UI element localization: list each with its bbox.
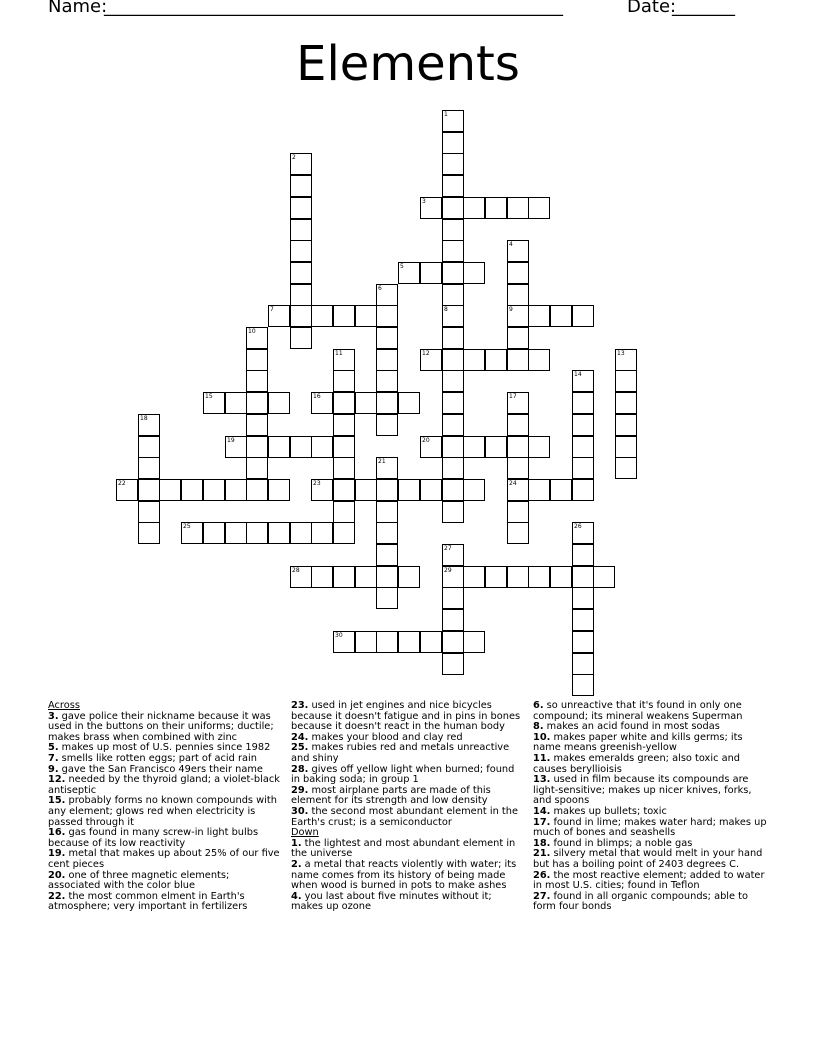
clue-number: 30 <box>335 632 343 639</box>
grid-cell[interactable] <box>485 436 507 458</box>
clue-number: 30. <box>291 805 309 817</box>
grid-cell[interactable] <box>572 653 594 675</box>
grid-cell[interactable] <box>376 457 398 479</box>
grid-cell[interactable] <box>442 175 464 197</box>
grid-cell[interactable] <box>355 631 377 653</box>
grid-cell[interactable] <box>138 501 160 523</box>
grid-cell[interactable] <box>572 609 594 631</box>
grid-cell[interactable] <box>507 349 529 371</box>
grid-cell[interactable] <box>376 501 398 523</box>
clue-number: 2 <box>292 154 296 161</box>
clue-number: 16 <box>313 393 321 400</box>
grid-cell[interactable] <box>442 370 464 392</box>
clue-number: 1. <box>291 837 302 849</box>
grid-cell[interactable] <box>203 392 225 414</box>
grid-cell[interactable] <box>376 522 398 544</box>
clue-item <box>291 807 523 828</box>
clue-item <box>533 849 769 870</box>
clue-number: 24. <box>291 731 309 743</box>
clue-item <box>533 701 769 722</box>
clue-number: 9 <box>509 306 513 313</box>
clue-number: 7. <box>48 752 59 764</box>
clue-item <box>291 839 523 860</box>
clue-number: 5 <box>400 263 404 270</box>
grid-cell[interactable] <box>333 457 355 479</box>
grid-cell[interactable] <box>442 110 464 132</box>
clue-text: the second most abundant element in the Earth's crust; is a semiconductor <box>291 805 518 828</box>
grid-cell[interactable] <box>615 392 637 414</box>
clue-number: 18. <box>533 837 551 849</box>
clue-item <box>291 892 523 913</box>
name-field[interactable]: ___________________________________________________ <box>104 0 563 17</box>
grid-cell[interactable] <box>550 566 572 588</box>
clue-number: 14 <box>574 371 582 378</box>
grid-cell[interactable] <box>528 479 550 501</box>
grid-cell[interactable] <box>333 436 355 458</box>
grid-cell[interactable] <box>311 566 333 588</box>
grid-cell[interactable] <box>507 566 529 588</box>
grid-cell[interactable] <box>442 349 464 371</box>
grid-cell[interactable] <box>442 284 464 306</box>
grid-cell[interactable] <box>615 349 637 371</box>
grid-cell[interactable] <box>463 262 485 284</box>
grid-cell[interactable] <box>572 370 594 392</box>
grid-cell[interactable] <box>376 327 398 349</box>
grid-cell[interactable] <box>442 327 464 349</box>
grid-cell[interactable] <box>290 436 312 458</box>
grid-cell[interactable] <box>246 522 268 544</box>
grid-cell[interactable] <box>615 414 637 436</box>
grid-cell[interactable] <box>355 566 377 588</box>
clue-number: 9. <box>48 763 59 775</box>
grid-cell[interactable] <box>463 631 485 653</box>
clue-item <box>291 701 523 733</box>
grid-cell[interactable] <box>528 197 550 219</box>
grid-cell[interactable] <box>376 631 398 653</box>
clue-number: 29. <box>291 784 309 796</box>
grid-cell[interactable] <box>528 305 550 327</box>
grid-cell[interactable] <box>572 631 594 653</box>
grid-cell[interactable] <box>507 479 529 501</box>
grid-cell[interactable] <box>268 305 290 327</box>
clue-item <box>48 871 280 892</box>
clue-number: 25. <box>291 742 309 754</box>
grid-cell[interactable] <box>376 392 398 414</box>
clue-number: 26. <box>533 869 551 881</box>
grid-cell[interactable] <box>246 392 268 414</box>
grid-cell[interactable] <box>290 305 312 327</box>
grid-cell[interactable] <box>420 349 442 371</box>
clue-number: 15 <box>205 393 213 400</box>
clue-number: 29 <box>444 567 452 574</box>
grid-cell[interactable] <box>290 153 312 175</box>
grid-cell[interactable] <box>442 587 464 609</box>
clue-number: 26 <box>574 523 582 530</box>
clue-item <box>291 743 523 764</box>
clue-item <box>533 892 769 913</box>
clue-number: 27. <box>533 890 551 902</box>
grid-cell[interactable] <box>268 522 290 544</box>
clue-number: 4 <box>509 241 513 248</box>
grid-cell[interactable] <box>376 566 398 588</box>
clue-number: 11 <box>335 350 343 357</box>
date-label: Date: <box>627 0 677 17</box>
grid-cell[interactable] <box>442 132 464 154</box>
grid-cell[interactable] <box>333 349 355 371</box>
clue-section-heading: Down <box>291 827 319 839</box>
grid-cell[interactable] <box>507 262 529 284</box>
grid-cell[interactable] <box>333 522 355 544</box>
grid-cell[interactable] <box>376 414 398 436</box>
grid-cell[interactable] <box>268 392 290 414</box>
grid-cell[interactable] <box>572 522 594 544</box>
grid-cell[interactable] <box>572 544 594 566</box>
grid-cell[interactable] <box>507 436 529 458</box>
grid-cell[interactable] <box>507 414 529 436</box>
clue-number: 2. <box>291 858 302 870</box>
clue-text: makes an acid found in most sodas <box>543 721 720 733</box>
grid-cell[interactable] <box>355 392 377 414</box>
grid-cell[interactable] <box>246 414 268 436</box>
grid-cell[interactable] <box>246 479 268 501</box>
clue-number: 3 <box>422 198 426 205</box>
clue-number: 13. <box>533 774 551 786</box>
clue-text: you last about five minutes without it; makes up ozone <box>291 890 492 913</box>
clue-number: 21 <box>378 458 386 465</box>
grid-cell[interactable] <box>507 284 529 306</box>
clue-text: silvery metal that would melt in your hand but has a boiling point of 2403 degrees C. <box>533 848 763 870</box>
clue-text: so unreactive that it's found in only one compound; its mineral weakens Superman <box>533 700 743 722</box>
clue-number: 14. <box>533 805 551 817</box>
grid-cell[interactable] <box>398 566 420 588</box>
clue-item <box>48 775 280 796</box>
grid-cell[interactable] <box>138 522 160 544</box>
grid-cell[interactable] <box>572 392 594 414</box>
grid-cell[interactable] <box>333 370 355 392</box>
grid-cell[interactable] <box>376 284 398 306</box>
date-field[interactable]: _______ <box>672 0 735 17</box>
grid-cell[interactable] <box>225 522 247 544</box>
grid-cell[interactable] <box>333 501 355 523</box>
grid-cell[interactable] <box>485 349 507 371</box>
grid-cell[interactable] <box>290 175 312 197</box>
clue-text: makes up bullets; toxic <box>550 805 667 817</box>
grid-cell[interactable] <box>376 305 398 327</box>
grid-cell[interactable] <box>138 457 160 479</box>
grid-cell[interactable] <box>485 197 507 219</box>
clue-number: 5. <box>48 742 59 754</box>
clue-text: makes emeralds green; also toxic and causes beryllioisis <box>533 752 741 775</box>
clue-text: needed by the thyroid gland; a violet-black antiseptic <box>48 774 280 796</box>
grid-cell[interactable] <box>159 479 181 501</box>
clue-item <box>533 818 769 839</box>
grid-cell[interactable] <box>290 566 312 588</box>
grid-cell[interactable] <box>246 370 268 392</box>
clue-number: 21. <box>533 848 551 860</box>
grid-cell[interactable] <box>442 544 464 566</box>
grid-cell[interactable] <box>550 305 572 327</box>
grid-cell[interactable] <box>528 349 550 371</box>
grid-cell[interactable] <box>420 479 442 501</box>
grid-cell[interactable] <box>572 414 594 436</box>
grid-cell[interactable] <box>138 436 160 458</box>
clue-number: 12 <box>422 350 430 357</box>
grid-cell[interactable] <box>290 219 312 241</box>
clue-text: makes rubies red and metals unreactive and shiny <box>291 742 510 764</box>
clue-number: 8. <box>533 721 544 733</box>
clue-text: used in jet engines and nice bicycles because it doesn't fatigue and in pins in bones because it doesn't react in the human body <box>291 700 521 733</box>
grid-cell[interactable] <box>442 197 464 219</box>
grid-cell[interactable] <box>442 240 464 262</box>
clue-item <box>48 828 280 849</box>
grid-cell[interactable] <box>225 392 247 414</box>
grid-cell[interactable] <box>116 479 138 501</box>
grid-cell[interactable] <box>507 305 529 327</box>
clue-number: 8 <box>444 306 448 313</box>
grid-cell[interactable] <box>442 153 464 175</box>
grid-cell[interactable] <box>420 197 442 219</box>
clue-number: 12. <box>48 774 66 786</box>
grid-cell[interactable] <box>507 522 529 544</box>
grid-cell[interactable] <box>572 587 594 609</box>
clue-number: 15. <box>48 795 66 807</box>
clue-text: makes paper white and kills germs; its name means greenish-yellow <box>533 731 743 754</box>
grid-cell[interactable] <box>507 457 529 479</box>
grid-cell[interactable] <box>463 566 485 588</box>
clue-section-heading: Across <box>48 700 80 711</box>
grid-cell[interactable] <box>290 240 312 262</box>
clue-text: found in lime; makes water hard; makes up much of bones and seashells <box>533 816 767 839</box>
clue-text: the most common elment in Earth's atmosphere; very important in fertilizers <box>48 890 248 913</box>
grid-cell[interactable] <box>442 392 464 414</box>
clue-text: gave the San Francisco 49ers their name <box>58 763 263 775</box>
clue-text: most airplane parts are made of this element for its strength and low density <box>291 784 491 807</box>
grid-cell[interactable] <box>528 566 550 588</box>
clue-number: 10. <box>533 731 551 743</box>
clue-text: one of three magnetic elements; associated with the color blue <box>48 869 230 892</box>
grid-cell[interactable] <box>442 566 464 588</box>
grid-cell[interactable] <box>311 392 333 414</box>
grid-cell[interactable] <box>138 479 160 501</box>
grid-cell[interactable] <box>442 631 464 653</box>
grid-cell[interactable] <box>572 479 594 501</box>
grid-cell[interactable] <box>398 479 420 501</box>
name-label: Name: <box>48 0 108 17</box>
clue-text: a metal that reacts violently with water; its name comes from its history of being made when wood is burned in pots to make ashes <box>291 858 517 892</box>
clue-item <box>291 860 523 892</box>
grid-cell[interactable] <box>593 566 615 588</box>
grid-cell[interactable] <box>290 197 312 219</box>
grid-cell[interactable] <box>463 197 485 219</box>
clue-item <box>48 892 280 913</box>
clue-item <box>533 733 769 754</box>
grid-cell[interactable] <box>203 522 225 544</box>
grid-cell[interactable] <box>398 392 420 414</box>
clue-number: 6 <box>378 285 382 292</box>
grid-cell[interactable] <box>311 522 333 544</box>
clue-number: 13 <box>617 350 625 357</box>
clue-number: 22. <box>48 890 66 902</box>
grid-cell[interactable] <box>181 479 203 501</box>
clue-item <box>533 775 769 807</box>
clue-text: makes your blood and clay red <box>308 731 463 743</box>
grid-cell[interactable] <box>485 566 507 588</box>
grid-cell[interactable] <box>290 327 312 349</box>
grid-cell[interactable] <box>203 479 225 501</box>
grid-cell[interactable] <box>572 436 594 458</box>
grid-cell[interactable] <box>572 457 594 479</box>
clue-number: 28 <box>292 567 300 574</box>
clue-number: 6. <box>533 700 544 711</box>
grid-cell[interactable] <box>442 609 464 631</box>
clue-number: 25 <box>183 523 191 530</box>
grid-cell[interactable] <box>181 522 203 544</box>
grid-cell[interactable] <box>615 457 637 479</box>
clue-number: 11. <box>533 752 551 764</box>
grid-cell[interactable] <box>290 522 312 544</box>
grid-cell[interactable] <box>355 305 377 327</box>
grid-cell[interactable] <box>376 349 398 371</box>
clue-number: 24 <box>509 480 517 487</box>
clue-number: 3. <box>48 710 59 722</box>
grid-cell[interactable] <box>311 479 333 501</box>
grid-cell[interactable] <box>420 436 442 458</box>
clue-number: 22 <box>118 480 126 487</box>
grid-cell[interactable] <box>268 479 290 501</box>
grid-cell[interactable] <box>398 262 420 284</box>
clue-item <box>533 754 769 775</box>
clue-item <box>291 786 523 807</box>
grid-cell[interactable] <box>376 479 398 501</box>
grid-cell[interactable] <box>442 501 464 523</box>
grid-cell[interactable] <box>311 305 333 327</box>
clue-text: found in all organic compounds; able to form four bonds <box>533 890 748 913</box>
grid-cell[interactable] <box>442 457 464 479</box>
grid-cell[interactable] <box>507 197 529 219</box>
clue-number: 19 <box>227 437 235 444</box>
clue-text: the most reactive element; added to water in most U.S. cities; found in Teflon <box>533 869 765 892</box>
clue-text: gas found in many screw-in light bulbs because of its low reactivity <box>48 827 259 849</box>
clue-text: probably forms no known compounds with any element; glows red when electricity is passed through it <box>48 795 277 828</box>
grid-cell[interactable] <box>376 370 398 392</box>
clue-number: 19. <box>48 848 66 860</box>
clue-text: smells like rotten eggs; part of acid rain <box>58 752 257 764</box>
grid-cell[interactable] <box>398 631 420 653</box>
grid-cell[interactable] <box>420 631 442 653</box>
clue-number: 23. <box>291 700 309 711</box>
clue-number: 18 <box>140 415 148 422</box>
clue-item <box>48 796 280 828</box>
grid-cell[interactable] <box>507 501 529 523</box>
grid-cell[interactable] <box>333 414 355 436</box>
clue-item <box>291 765 523 786</box>
clues-column-3 <box>533 701 769 913</box>
grid-cell[interactable] <box>225 479 247 501</box>
grid-cell[interactable] <box>290 284 312 306</box>
grid-cell[interactable] <box>138 414 160 436</box>
clue-item <box>48 849 280 870</box>
clue-number: 27 <box>444 545 452 552</box>
grid-cell[interactable] <box>507 327 529 349</box>
clue-number: 20 <box>422 437 430 444</box>
clue-number: 17. <box>533 816 551 828</box>
grid-cell[interactable] <box>333 566 355 588</box>
clue-number: 1 <box>444 111 448 118</box>
grid-cell[interactable] <box>507 392 529 414</box>
clue-number: 28. <box>291 763 309 775</box>
grid-cell[interactable] <box>463 436 485 458</box>
page-title: Elements <box>296 36 520 92</box>
grid-cell[interactable] <box>550 479 572 501</box>
grid-cell[interactable] <box>246 457 268 479</box>
clue-number: 10 <box>248 328 256 335</box>
grid-cell[interactable] <box>268 436 290 458</box>
grid-cell[interactable] <box>333 631 355 653</box>
clues-column-2 <box>291 701 523 913</box>
clue-text: gave police their nickname because it was used in the buttons on their uniforms; ductile; makes brass when combined with zinc <box>48 710 274 743</box>
grid-cell[interactable] <box>311 436 333 458</box>
clue-text: the lightest and most abundant element in the universe <box>291 837 516 860</box>
grid-cell[interactable] <box>290 262 312 284</box>
clue-number: 7 <box>270 306 274 313</box>
clue-text: makes up most of U.S. pennies since 1982 <box>58 742 271 754</box>
clue-text: used in film because its compounds are light-sensitive; makes up nicer knives, forks, and spoons <box>533 774 752 807</box>
grid-cell[interactable] <box>572 566 594 588</box>
grid-cell[interactable] <box>507 240 529 262</box>
clue-text: gives off yellow light when burned; found in baking soda; in group 1 <box>291 763 515 786</box>
grid-cell[interactable] <box>442 653 464 675</box>
clue-number: 16. <box>48 827 66 839</box>
grid-cell[interactable] <box>333 479 355 501</box>
grid-cell[interactable] <box>615 370 637 392</box>
clue-text: found in blimps; a noble gas <box>550 837 693 849</box>
grid-cell[interactable] <box>442 262 464 284</box>
grid-cell[interactable] <box>420 262 442 284</box>
grid-cell[interactable] <box>572 674 594 696</box>
grid-cell[interactable] <box>442 479 464 501</box>
grid-cell[interactable] <box>442 414 464 436</box>
grid-cell[interactable] <box>442 305 464 327</box>
clue-item <box>48 712 280 744</box>
grid-cell[interactable] <box>246 327 268 349</box>
clue-number: 17 <box>509 393 517 400</box>
grid-cell[interactable] <box>463 349 485 371</box>
clue-number: 20. <box>48 869 66 881</box>
grid-cell[interactable] <box>463 479 485 501</box>
grid-cell[interactable] <box>615 436 637 458</box>
grid-cell[interactable] <box>333 392 355 414</box>
grid-cell[interactable] <box>376 544 398 566</box>
clue-item <box>533 871 769 892</box>
grid-cell[interactable] <box>333 305 355 327</box>
grid-cell[interactable] <box>246 349 268 371</box>
clue-number: 23 <box>313 480 321 487</box>
grid-cell[interactable] <box>246 436 268 458</box>
grid-cell[interactable] <box>376 587 398 609</box>
grid-cell[interactable] <box>355 479 377 501</box>
clue-number: 4. <box>291 890 302 902</box>
grid-cell[interactable] <box>442 219 464 241</box>
clues-column-1 <box>48 701 280 913</box>
grid-cell[interactable] <box>528 436 550 458</box>
clue-text: metal that makes up about 25% of our five cent pieces <box>48 848 280 870</box>
grid-cell[interactable] <box>572 305 594 327</box>
grid-cell[interactable] <box>442 436 464 458</box>
grid-cell[interactable] <box>225 436 247 458</box>
